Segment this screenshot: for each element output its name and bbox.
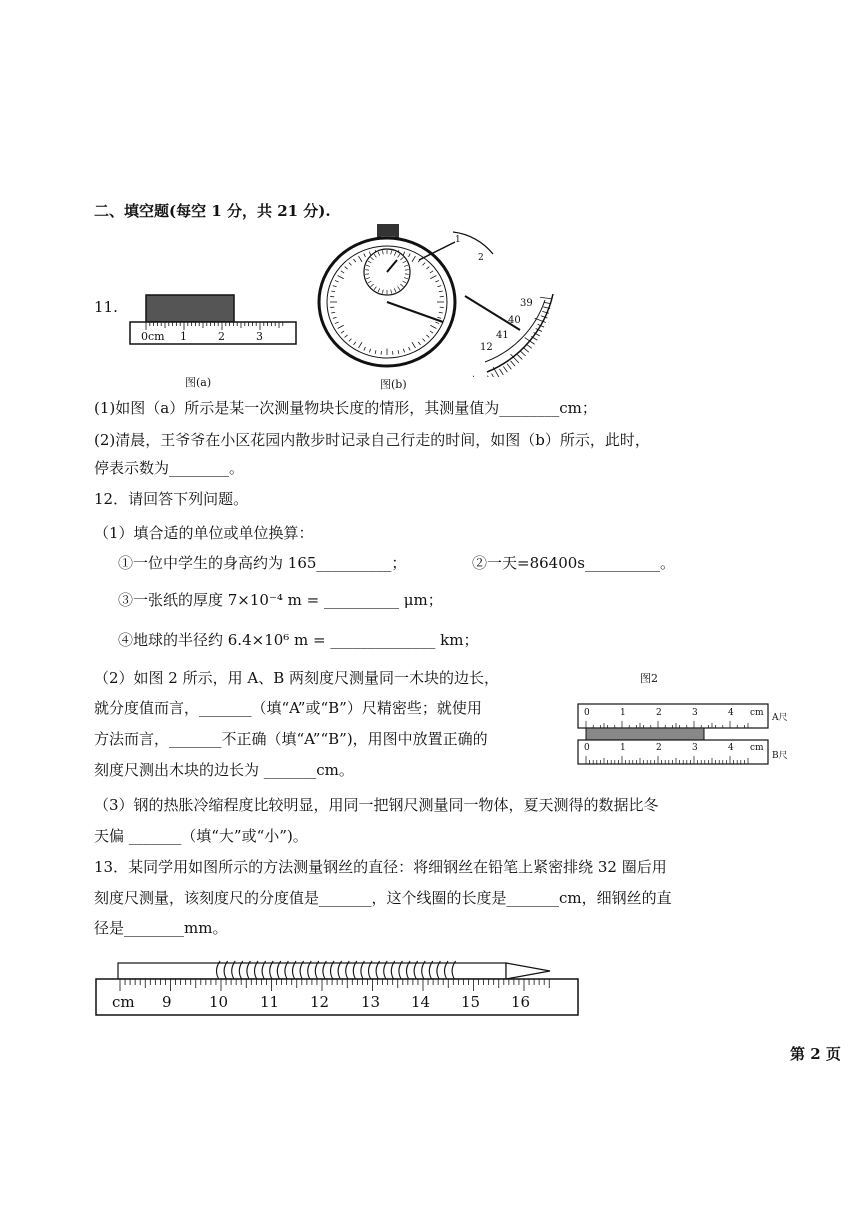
zoom-label-39: 39 [520,298,533,309]
figure-a-ruler [128,292,300,348]
coil-ruler-label: cm [112,993,135,1011]
ruler-a-label-3: 3 [256,330,263,343]
tick-mark [540,297,552,299]
ruler-a-name: A尺 [772,713,788,723]
q12-part3-line2: 天偏 _______（填“大”或“小”)。 [94,827,308,845]
ruler-a-label-1: 1 [180,330,187,343]
pencil-body [118,963,506,979]
ruler-a-tick-label: cm [750,708,764,718]
caption-figure-b: 图(b) [380,378,407,391]
tick-mark [526,344,532,348]
coil-ruler-label: 16 [511,993,531,1011]
tick-mark [473,376,477,377]
coil-ruler-label: 10 [209,993,229,1011]
coil-ruler-label: 11 [260,993,280,1011]
zoom-top-label-2: 2 [478,253,484,263]
wood-block-fig2 [586,728,704,740]
q13-line2: 刻度尺测量，该刻度尺的分度值是_______，这个线圈的长度是_______cm，细钢丝的直 [94,889,672,907]
zoom-label-12: 12 [480,342,493,353]
q12-title: 12．请回答下列问题。 [94,490,249,508]
tick-mark [525,338,535,345]
q12-part2-line2: 就分度值而言，_______（填“A”或“B”）尺精密些；就使用 [94,699,482,717]
coil-ruler-label: 15 [461,993,481,1011]
figure-b-stopwatch [315,222,565,377]
coil-ruler-label: 13 [361,993,381,1011]
tick-mark [520,351,525,356]
q11-line3: 停表示数为________。 [94,459,245,477]
q13-line1: 13．某同学用如图所示的方法测量钢丝的直径：将细钢丝在铅笔上紧密排绕 32 圈后用 [94,858,667,876]
q12-part2-line1: （2）如图 2 所示，用 A、B 两刻度尺测量同一木块的边长， [94,669,500,687]
q12-part3-line1: （3）钢的热胀冷缩程度比较明显，用同一把钢尺测量同一物体，夏天测得的数据比冬 [94,796,659,814]
caption-figure-a: 图(a) [185,376,212,389]
q11-number: 11. [94,298,118,316]
figure-2-rulers [576,700,798,770]
wood-block [146,295,234,322]
tick-mark [511,361,516,366]
tick-mark [507,364,511,370]
ruler-b-tick-label: 1 [620,743,626,753]
q11-line2: (2)清晨，王爷爷在小区花园内散步时记录自己行走的时间，如图（b）所示，此时， [94,431,650,449]
page-footer: 第 2 页 [790,1045,841,1063]
ruler-b [578,740,768,764]
tick-mark [492,374,495,377]
tick-mark [487,376,490,377]
ruler-a-label-2: 2 [218,330,225,343]
ruler-b-name: B尺 [772,751,788,761]
ruler-b-tick-label: 2 [656,743,662,753]
ruler-a-tick-label: 3 [692,708,698,718]
zoom-top-label-1: 1 [455,235,461,245]
tick-mark [500,369,504,375]
ruler-a-tick-label: 1 [620,708,626,718]
ruler-a-tick-label: 4 [728,708,734,718]
ruler-a-tick-label: 0 [584,708,590,718]
stopwatch-crown [377,224,399,238]
q12-part2-line3: 方法而言，_______不正确（填“A”“B”)，用图中放置正确的 [94,730,488,748]
ruler-a-tick-label: 2 [656,708,662,718]
ruler-b-tick-label: cm [750,743,764,753]
ruler-a [578,704,768,728]
ruler-b-tick-label: 3 [692,743,698,753]
figure-coil-ruler [92,945,582,1020]
zoom-label-41: 41 [496,330,509,341]
tick-mark [503,366,507,372]
zoom-label-40: 40 [508,315,521,326]
q13-line3: 径是________mm。 [94,919,228,937]
fig2-caption: 图2 [640,672,658,685]
q11-line1: (1)如图（a）所示是某一次测量物块长度的情形，其测量值为________cm； [94,399,597,417]
ruler-a-label-0: 0cm [141,330,165,343]
tick-mark [523,348,528,352]
coil-ruler-label: 12 [310,993,330,1011]
q12-part2-line4: 刻度尺测出木块的边长为 _______cm。 [94,761,354,779]
q12-item1b: ②一天=86400s__________。 [472,554,675,572]
coil-ruler-label: 14 [411,993,431,1011]
section-title: 二、填空题(每空 1 分，共 21 分). [94,202,331,220]
q12-part1: （1）填合适的单位或单位换算： [94,524,314,542]
ruler-b-tick-label: 4 [728,743,734,753]
coil-ruler-label: 9 [162,993,172,1011]
tick-mark [517,355,522,360]
q12-item3: ③一张纸的厚度 7×10⁻⁴ m = __________ μm； [118,591,443,609]
q12-item4: ④地球的半径约 6.4×10⁶ m = ______________ km； [118,631,479,649]
pencil-tip [506,963,550,979]
q12-item1a: ①一位中学生的身高约为 165__________； [118,554,407,572]
ruler-b-tick-label: 0 [584,743,590,753]
